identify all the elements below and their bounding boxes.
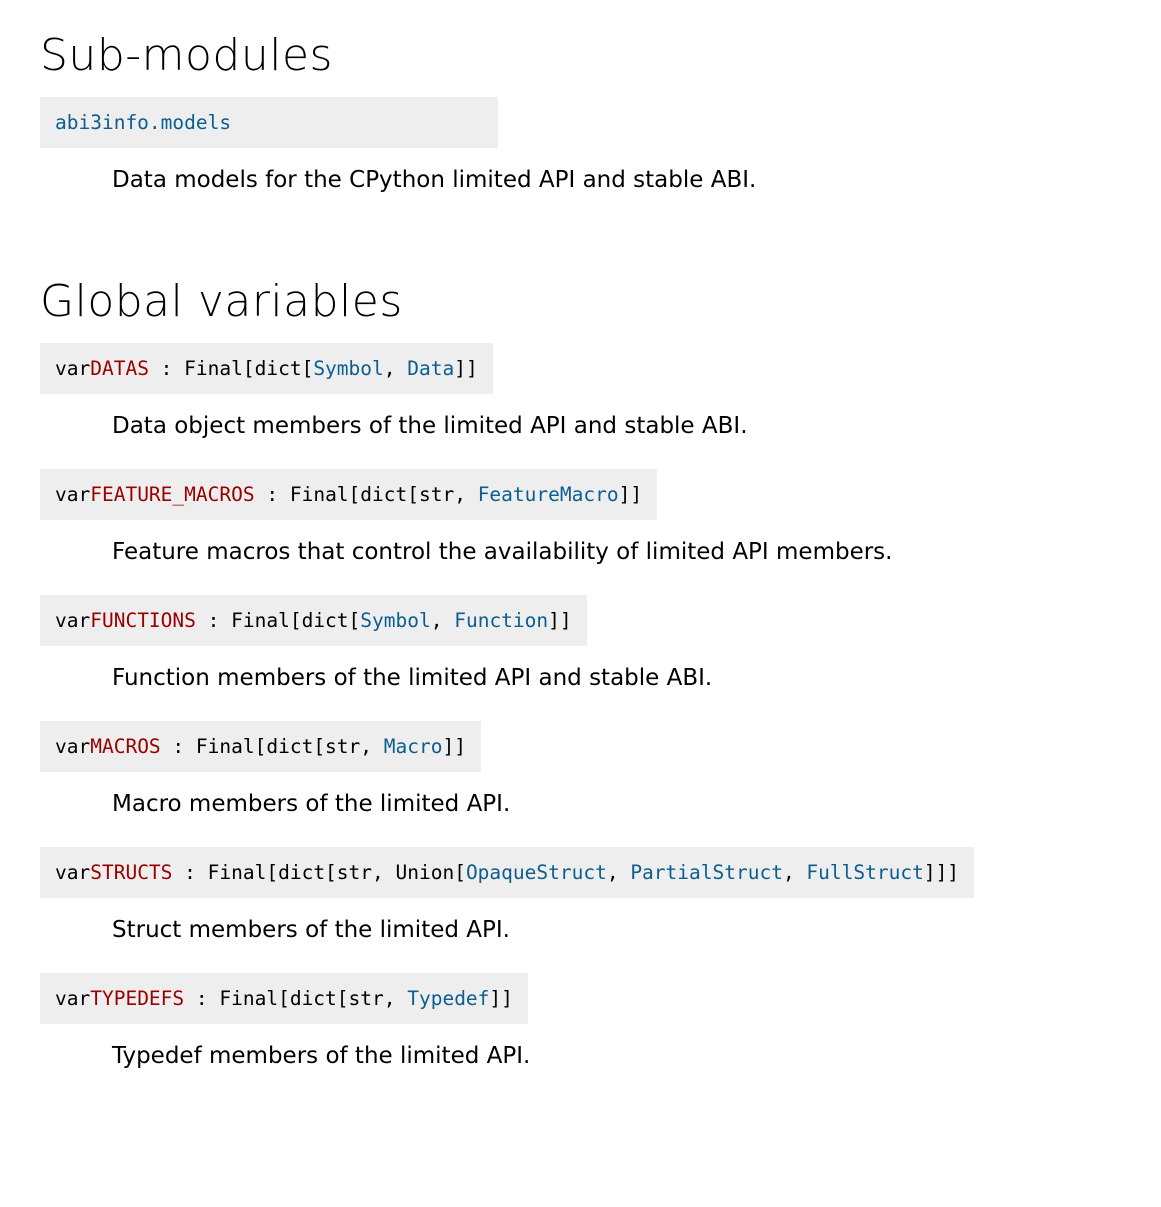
- variable-description: Struct members of the limited API.: [112, 917, 510, 943]
- type-link[interactable]: OpaqueStruct: [465, 861, 607, 884]
- variable-description: Typedef members of the limited API.: [112, 1043, 531, 1069]
- type-text: ]]: [618, 483, 643, 506]
- var-keyword: var: [55, 609, 91, 632]
- var-keyword: var: [55, 987, 91, 1010]
- variable-description: Data object members of the limited API and stable ABI.: [112, 413, 748, 439]
- type-text: ]]: [442, 735, 466, 758]
- type-link[interactable]: Symbol: [313, 357, 384, 380]
- variable-name: STRUCTS: [90, 861, 173, 884]
- type-separator: :: [184, 987, 220, 1010]
- type-text: ,: [782, 861, 807, 884]
- variable-signature-functions: [40, 595, 587, 646]
- var-keyword: var: [55, 357, 91, 380]
- submodule-link[interactable]: abi3info.models: [55, 111, 232, 134]
- submodules-heading: Sub-modules: [40, 30, 333, 81]
- type-text: Final[dict[str,: [219, 987, 408, 1010]
- type-text: Final[dict[: [231, 609, 361, 632]
- submodule-description: Data models for the CPython limited API and stable ABI.: [112, 167, 757, 193]
- globals-heading: Global variables: [40, 276, 403, 327]
- type-text: Final[dict[str,: [195, 735, 384, 758]
- type-link[interactable]: Data: [407, 357, 455, 380]
- type-text: ,: [606, 861, 631, 884]
- variable-name: FEATURE_MACROS: [90, 483, 255, 506]
- type-separator: :: [148, 357, 185, 380]
- var-keyword: var: [55, 861, 91, 884]
- var-keyword: var: [55, 735, 91, 758]
- type-link[interactable]: FeatureMacro: [477, 483, 619, 506]
- type-link[interactable]: Symbol: [360, 609, 431, 632]
- variable-signature-datas: [40, 343, 493, 394]
- type-text: ]]: [489, 987, 513, 1010]
- type-link[interactable]: FullStruct: [806, 861, 924, 884]
- variable-signature-feature-macros: [40, 469, 657, 520]
- submodule-signature: [40, 97, 498, 148]
- variable-name: TYPEDEFS: [90, 987, 185, 1010]
- variable-description: Function members of the limited API and stable ABI.: [112, 665, 713, 691]
- type-link[interactable]: Function: [454, 609, 549, 632]
- type-link[interactable]: Macro: [383, 735, 443, 758]
- variable-description: Feature macros that control the availability of limited API members.: [112, 539, 893, 565]
- variable-description: Macro members of the limited API.: [112, 791, 511, 817]
- type-separator: :: [172, 861, 208, 884]
- variable-signature-typedefs: [40, 973, 528, 1024]
- type-separator: :: [195, 609, 232, 632]
- variable-name: MACROS: [90, 735, 161, 758]
- type-separator: :: [160, 735, 196, 758]
- variable-signature-macros: [40, 721, 481, 772]
- type-link[interactable]: Typedef: [407, 987, 490, 1010]
- type-text: ,: [430, 609, 455, 632]
- type-text: Final[dict[str,: [289, 483, 478, 506]
- variable-name: DATAS: [90, 357, 149, 380]
- type-link[interactable]: PartialStruct: [630, 861, 783, 884]
- type-text: ,: [383, 357, 408, 380]
- type-separator: :: [254, 483, 290, 506]
- variable-signature-structs: [40, 847, 974, 898]
- type-text: Final[dict[str, Union[: [207, 861, 466, 884]
- type-text: Final[dict[: [184, 357, 314, 380]
- type-text: ]]: [548, 609, 572, 632]
- type-text: ]]: [454, 357, 478, 380]
- variable-name: FUNCTIONS: [90, 609, 196, 632]
- var-keyword: var: [55, 483, 91, 506]
- type-text: ]]]: [923, 861, 960, 884]
